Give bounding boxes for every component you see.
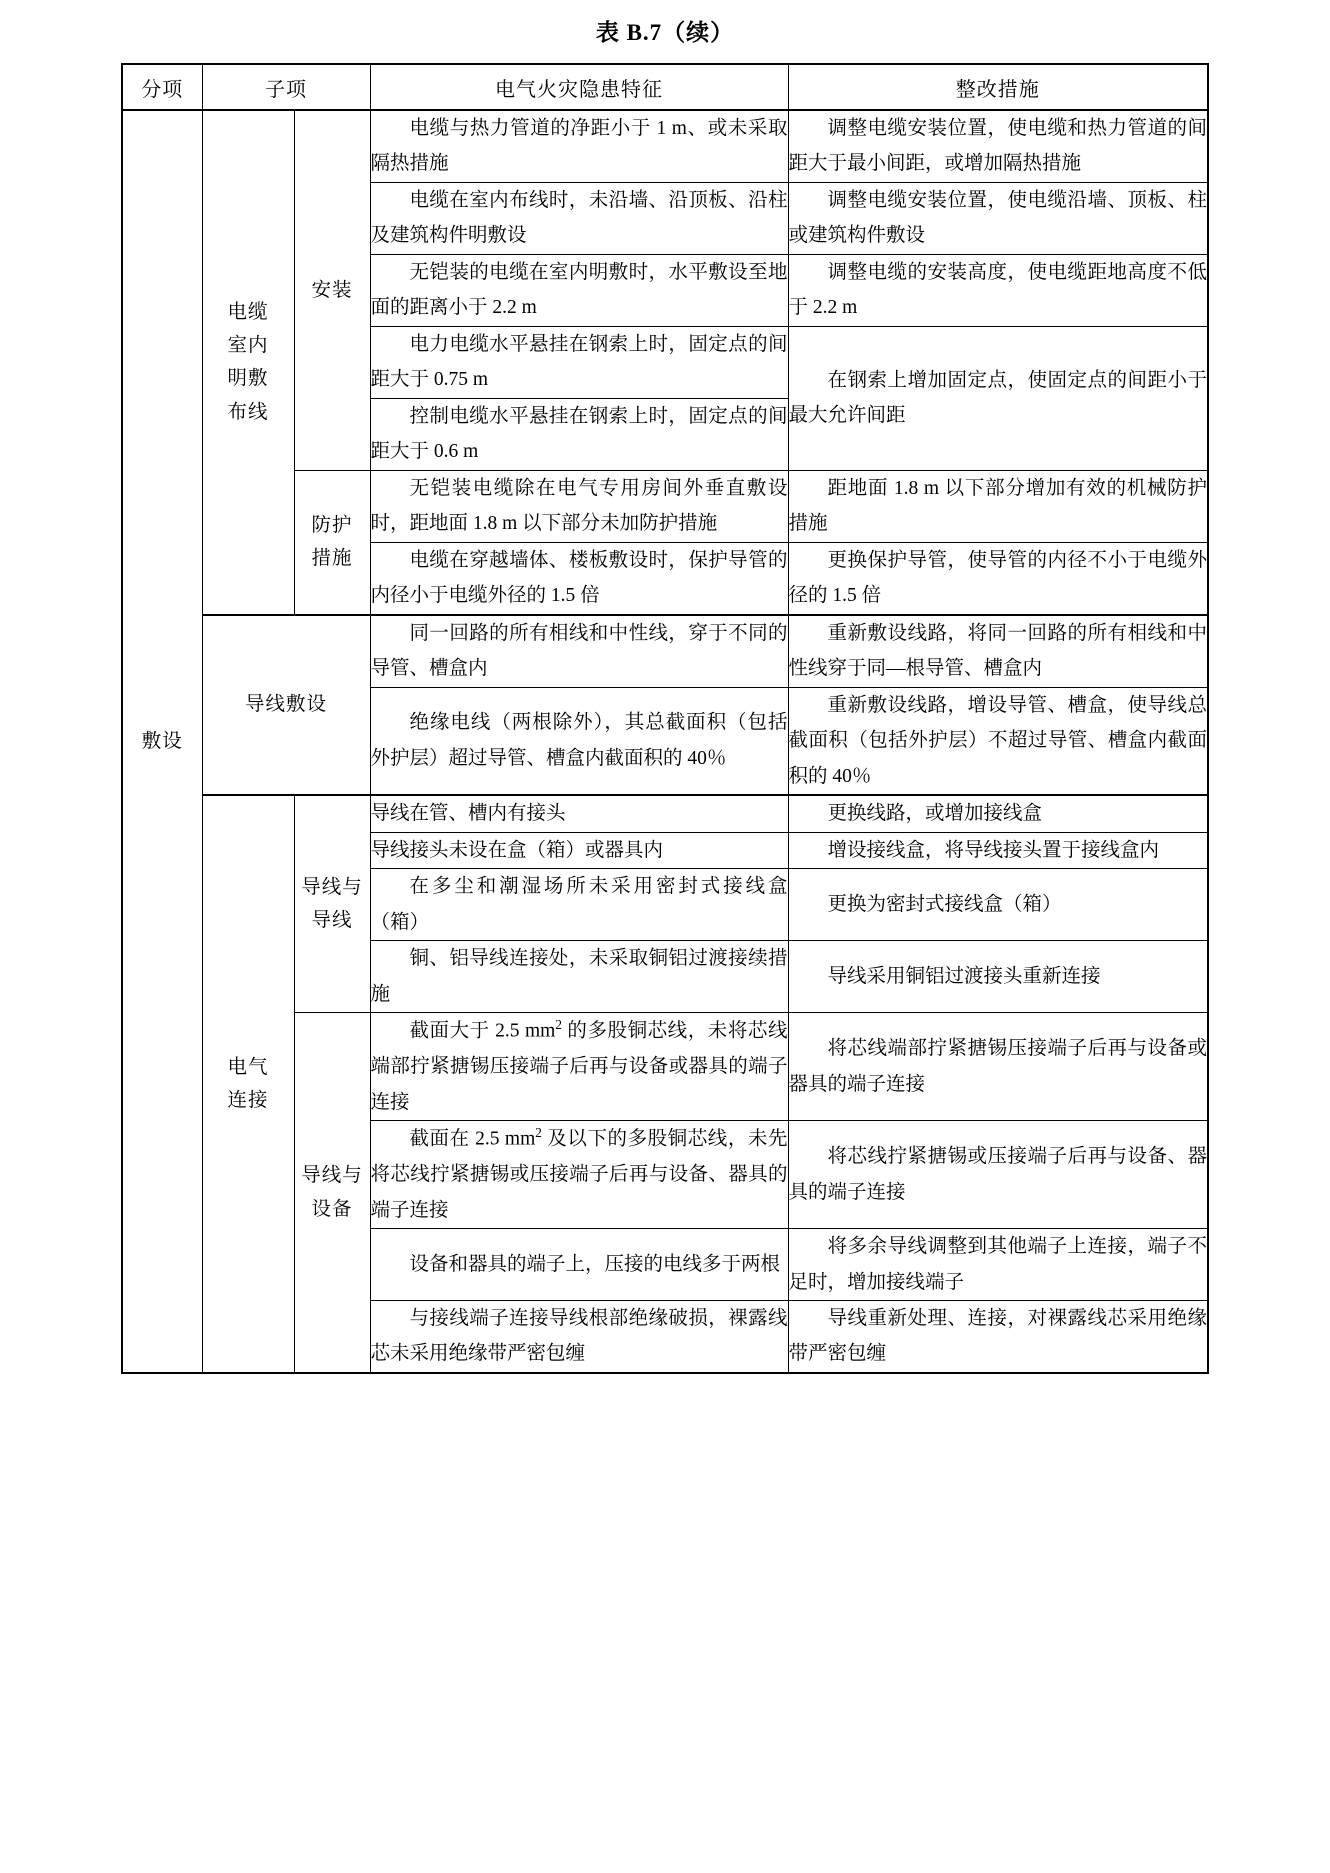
measure-cell: 增设接线盒，将导线接头置于接线盒内: [788, 832, 1208, 868]
measure-cell: 将多余导线调整到其他端子上连接，端子不足时，增加接线端子: [788, 1229, 1208, 1301]
measure-cell: 导线采用铜铝过渡接头重新连接: [788, 941, 1208, 1013]
table-row: [122, 795, 1208, 832]
feature-cell: 铜、铝导线连接处，未采取铜铝过渡接续措施: [370, 941, 788, 1013]
standard-table: [121, 63, 1209, 1374]
feature-cell: 电缆在室内布线时，未沿墙、沿顶板、沿柱及建筑构件明敷设: [370, 182, 788, 254]
subsubcategory-cell: 导线与 设备: [294, 1013, 370, 1373]
measure-cell: 调整电缆安装位置，使电缆沿墙、顶板、柱或建筑构件敷设: [788, 182, 1208, 254]
feature-cell: 无铠装的电缆在室内明敷时，水平敷设至地面的距离小于 2.2 m: [370, 254, 788, 326]
feature-cell: 无铠装电缆除在电气专用房间外垂直敷设时，距地面 1.8 m 以下部分未加防护措施: [370, 470, 788, 542]
measure-cell: 调整电缆安装位置，使电缆和热力管道的间距大于最小间距，或增加隔热措施: [788, 110, 1208, 182]
feature-cell: 导线接头未设在盒（箱）或器具内: [370, 832, 788, 868]
feature-cell: 电缆与热力管道的净距小于 1 m、或未采取隔热措施: [370, 110, 788, 182]
subcategory-cell: 电缆 室内 明敷 布线: [202, 110, 294, 615]
header-cell-feature: 电气火灾隐患特征: [370, 64, 788, 110]
page-title: 表 B.7（续）: [595, 20, 735, 45]
measure-cell: 将芯线端部拧紧搪锡压接端子后再与设备或器具的端子连接: [788, 1013, 1208, 1121]
measure-cell: 更换线路，或增加接线盒: [788, 795, 1208, 832]
feature-cell: 截面大于 2.5 $mm^2$ 的多股铜芯线，未将芯线端部拧紧搪锡压接端子后再与设备或器具的端子连接: [370, 1013, 788, 1121]
measure-cell: 更换为密封式接线盒（箱）: [788, 869, 1208, 941]
header-cell-category: 分项: [122, 64, 202, 110]
measure-cell: 在钢索上增加固定点，使固定点的间距小于最大允许间距: [788, 326, 1208, 470]
measure-cell: 距地面 1.8 m 以下部分增加有效的机械防护措施: [788, 470, 1208, 542]
subcategory-cell: 导线敷设: [202, 615, 370, 795]
feature-cell: 截面在 2.5 $mm^2$ 及以下的多股铜芯线，未先将芯线拧紧搪锡或压接端子后再与设备、器具的端子连接: [370, 1121, 788, 1229]
feature-cell: 与接线端子连接导线根部绝缘破损，裸露线芯未采用绝缘带严密包缠: [370, 1300, 788, 1372]
table-row: [122, 615, 1208, 687]
feature-cell: 同一回路的所有相线和中性线，穿于不同的导管、槽盒内: [370, 615, 788, 687]
category-cell: 敷设: [122, 110, 202, 1373]
measure-cell: 重新敷设线路，将同一回路的所有相线和中性线穿于同—根导管、槽盒内: [788, 615, 1208, 687]
feature-cell: 在多尘和潮湿场所未采用密封式接线盒（箱）: [370, 869, 788, 941]
subsubcategory-cell: 安装: [294, 110, 370, 470]
table-body: [122, 64, 1208, 1373]
header-cell-measure: 整改措施: [788, 64, 1208, 110]
feature-cell: 绝缘电线（两根除外），其总截面积（包括外护层）超过导管、槽盒内截面积的 40％: [370, 687, 788, 795]
measure-cell: 导线重新处理、连接，对裸露线芯采用绝缘带严密包缠: [788, 1300, 1208, 1372]
table-row: [122, 110, 1208, 182]
header-cell-subcategory: 子项: [202, 64, 370, 110]
table-header-row: [122, 64, 1208, 110]
subcategory-cell: 电气 连接: [202, 795, 294, 1373]
measure-cell: 更换保护导管，使导管的内径不小于电缆外径的 1.5 倍: [788, 542, 1208, 614]
feature-cell: 电缆在穿越墙体、楼板敷设时，保护导管的内径小于电缆外径的 1.5 倍: [370, 542, 788, 614]
subsubcategory-cell: 导线与 导线: [294, 795, 370, 1012]
feature-cell: 控制电缆水平悬挂在钢索上时，固定点的间距大于 0.6 m: [370, 398, 788, 470]
measure-cell: 重新敷设线路，增设导管、槽盒，使导线总截面积（包括外护层）不超过导管、槽盒内截面积的 40％: [788, 687, 1208, 795]
measure-cell: 调整电缆的安装高度，使电缆距地高度不低于 2.2 m: [788, 254, 1208, 326]
feature-cell: 设备和器具的端子上，压接的电线多于两根: [370, 1229, 788, 1301]
feature-cell: 导线在管、槽内有接头: [370, 795, 788, 832]
subsubcategory-cell: 防护 措施: [294, 470, 370, 614]
feature-cell: 电力电缆水平悬挂在钢索上时，固定点的间距大于 0.75 m: [370, 326, 788, 398]
measure-cell: 将芯线拧紧搪锡或压接端子后再与设备、器具的端子连接: [788, 1121, 1208, 1229]
